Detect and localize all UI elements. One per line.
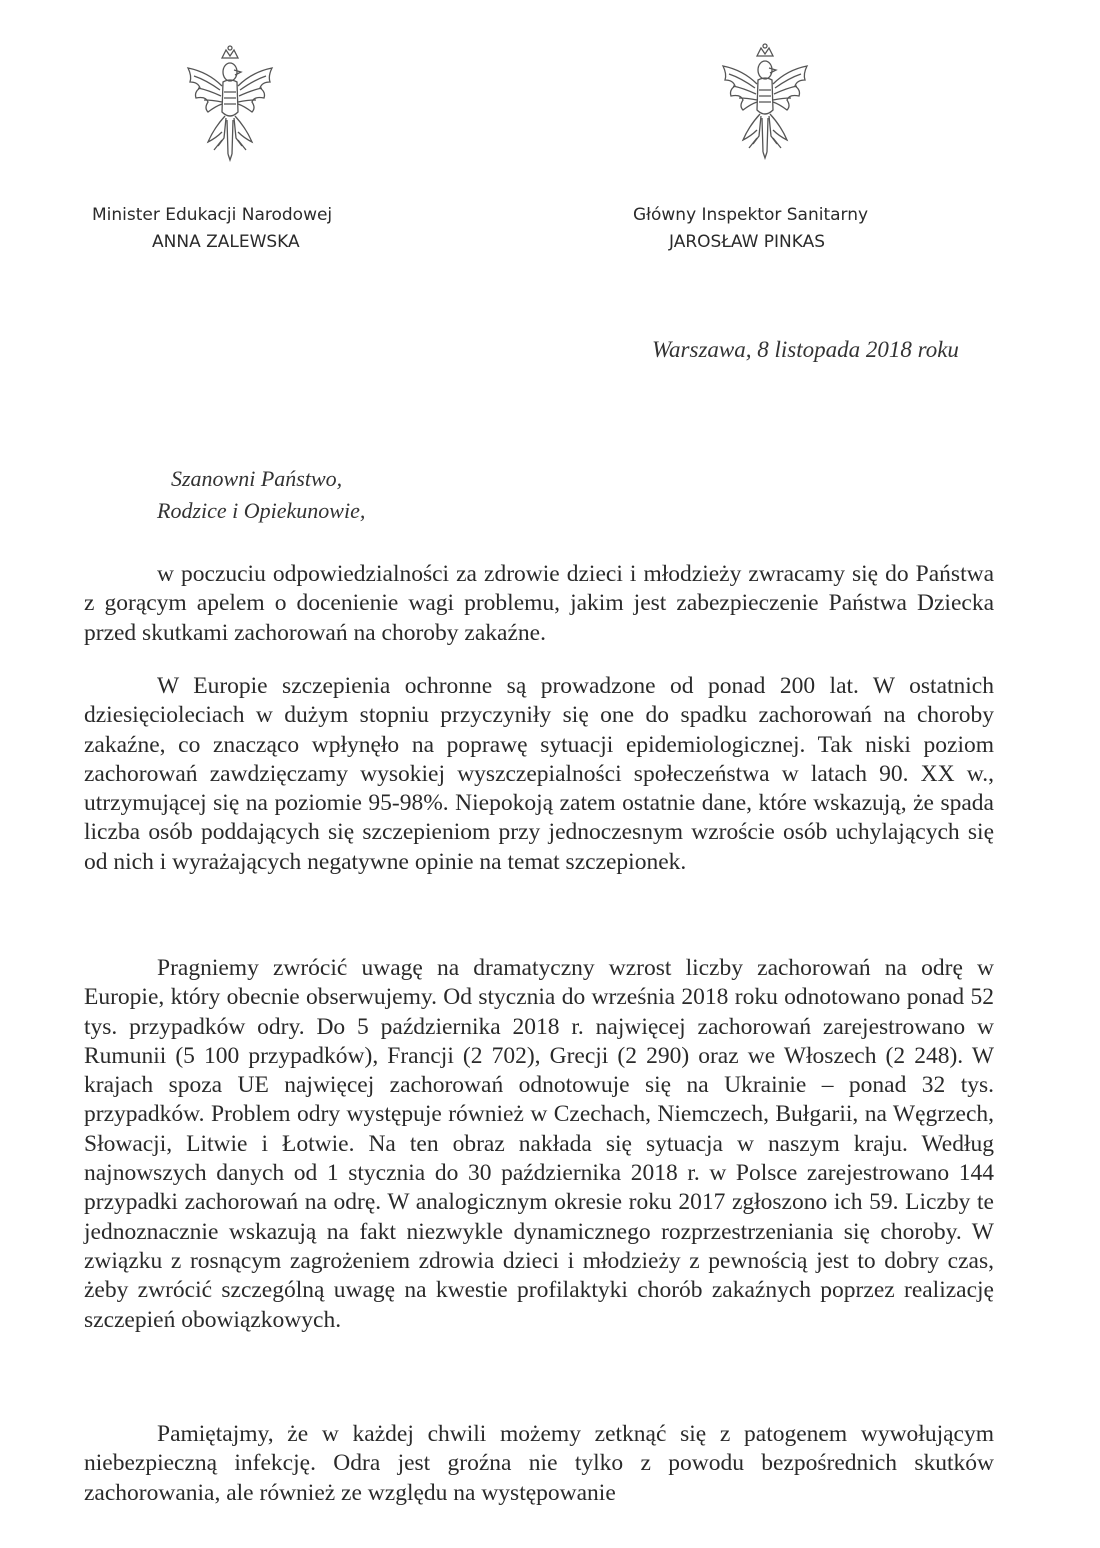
salutation-line-1: Szanowni Państwo, (171, 466, 343, 491)
paragraph-3: Pragniemy zwrócić uwagę na dramatyczny wzrost liczby zachorowań na odrę w Europie, który obecnie obserwujemy. Od stycznia do września 2018 roku odnotowano ponad 52 tys. przypadków odry. Do 5 października 2018 r. najwięcej zachorowań zarejestrowano w Rumunii (5 100 przypadków), Francji (2 702), Grecji (2 290) oraz we Włoszech (2 248). W krajach spoza UE najwięcej zachorowań odnotowuje się na Ukrainie – ponad 32 tys. przypadków. Problem odry występuje również w Czechach, Niemczech, Bułgarii, na Węgrzech, Słowacji, Litwie i Łotwie. Na ten obraz nakłada się sytuacja w naszym kraju. Według najnowszych danych od 1 stycznia do 30 października 2018 r. w Polsce zarejestrowano 144 przypadki zachorowań na odrę. W analogicznym okresie roku 2017 zgłoszono ich 59. Liczby te jednoznacznie wskazują na fakt niezwykle dynamicznego rozprzestrzeniania się choroby. W związku z rosnącym zagrożeniem zdrowia dzieci i młodzieży z pewnością jest to dobry czas, żeby zwrócić szczególną uwagę na kwestie profilaktyki chorób zakaźnych poprzez realizację szczepień obowiązkowych. (84, 955, 994, 1333)
left-official-name: ANNA ZALEWSKA (152, 232, 300, 252)
right-official-title: Główny Inspektor Sanitarny (633, 205, 869, 225)
left-official-title: Minister Edukacji Narodowej (92, 205, 333, 225)
right-official-name: JAROSŁAW PINKAS (669, 232, 826, 252)
polish-eagle-emblem-icon (178, 42, 282, 162)
paragraph-4: Pamiętajmy, że w każdej chwili możemy zetknąć się z patogenem wywołującym niebezpieczną infekcję. Odra jest groźna nie tylko z powodu bezpośrednich skutków zachorowania, ale również ze względu na występowanie (84, 1421, 994, 1506)
paragraph-2: W Europie szczepienia ochronne są prowadzone od ponad 200 lat. W ostatnich dziesięcioleciach w dużym stopniu przyczyniły się one do spadku zachorowań na choroby zakaźne, co znacząco wpłynęło na poprawę sytuacji epidemiologicznej. Tak niski poziom zachorowań zawdzięczamy wysokiej wyszczepialności społeczeństwa w latach 90. XX w., utrzymującej się na poziomie 95-98%. Niepokoją zatem ostatnie dane, które wskazują, że spada liczba osób poddających się szczepieniom przy jednoczesnym wzroście osób uchylających się od nich i wyrażających negatywne opinie na temat szczepionek. (84, 673, 994, 875)
salutation (157, 463, 365, 527)
paragraph-1: w poczuciu odpowiedzialności za zdrowie dzieci i młodzieży zwracamy się do Państwa z gorącym apelem o docenienie wagi problemu, jakim jest zabezpieczenie Państwa Dziecka przed skutkami zachorowań na choroby zakaźne. (84, 561, 994, 646)
salutation-line-2: Rodzice i Opiekunowie, (157, 498, 366, 523)
polish-eagle-emblem-icon (713, 40, 817, 160)
letter-date: Warszawa, 8 listopada 2018 roku (652, 337, 959, 362)
left-official-block (92, 202, 332, 256)
right-official-block (633, 202, 868, 256)
